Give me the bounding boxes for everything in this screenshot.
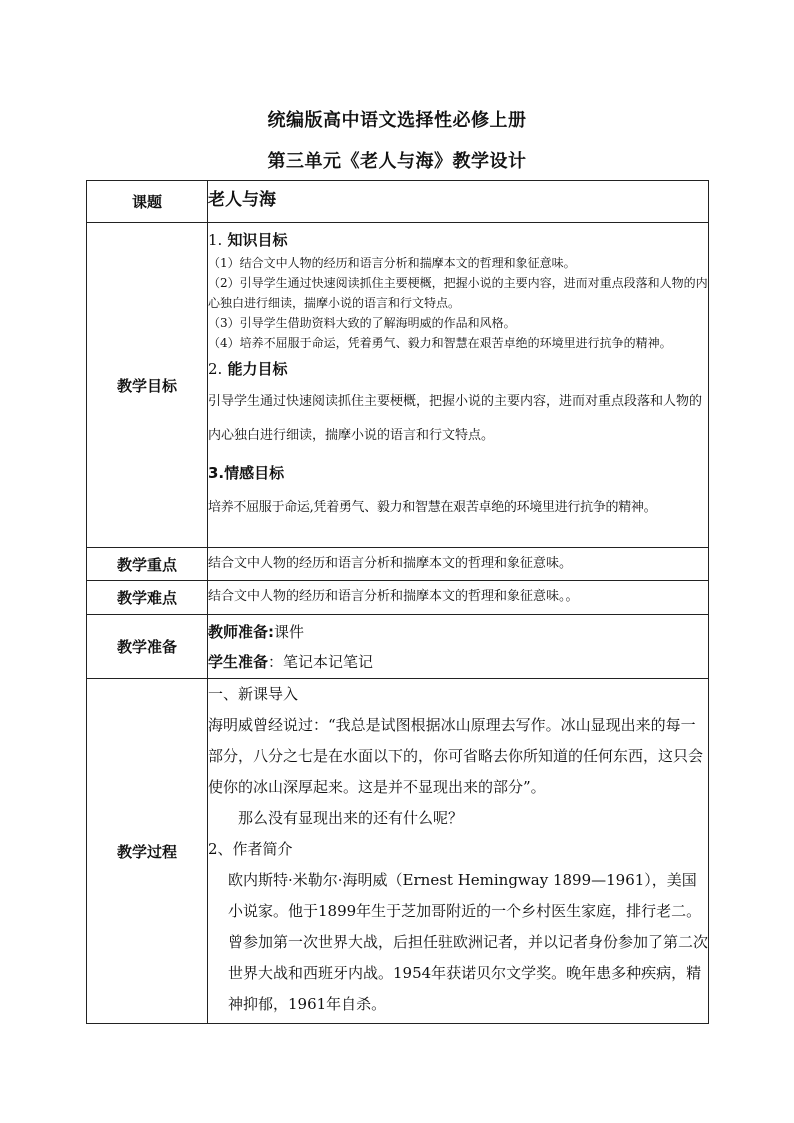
key-points-text: 结合文中人物的经历和语言分析和揣摩本文的哲理和象征意味。	[208, 556, 573, 571]
ability-heading: 2. 能力目标	[208, 360, 288, 378]
knowledge-heading: 1. 知识目标	[208, 231, 288, 249]
label-key-points: 教学重点	[87, 548, 208, 581]
teacher-prep: 教师准备:课件	[208, 623, 305, 641]
ability-text: 引导学生通过快速阅读抓住主要梗概，把握小说的主要内容，进而对重点段落和人物的内心独白进行细读，揣摩小说的语言和行文特点。	[208, 394, 703, 443]
label-objectives: 教学目标	[87, 223, 208, 548]
row-key-points	[87, 548, 709, 581]
document-subtitle: 第三单元《老人与海》教学设计	[267, 151, 527, 172]
row-difficulties	[87, 581, 709, 615]
label-difficulties: 教学难点	[87, 581, 208, 615]
row-objectives	[87, 223, 709, 548]
row-preparation	[87, 615, 709, 679]
label-preparation: 教学准备	[87, 615, 208, 679]
cell-difficulties	[208, 581, 709, 615]
section-author-title: 2、作者简介	[208, 840, 293, 858]
cell-topic	[208, 181, 709, 223]
section-intro-question: 那么没有显现出来的还有什么呢？	[238, 809, 464, 827]
knowledge-item: （4）培养不屈服于命运，凭着勇气、毅力和智慧在艰苦卓绝的环境里进行抗争的精神。	[208, 336, 672, 350]
student-prep: 学生准备：笔记本记笔记	[208, 653, 374, 671]
label-topic: 课题	[87, 181, 208, 223]
knowledge-item: （2）引导学生通过快速阅读抓住主要梗概，把握小说的主要内容，进而对重点段落和人物的内心独白进行细读，揣摩小说的语言和行文特点。	[208, 276, 708, 310]
section-author-paragraph: 欧内斯特·米勒尔·海明威（Ernest Hemingway 1899—1961），美国小说家。他于1899年生于芝加哥附近的一个乡村医生家庭，排行老二。曾参加第一次世界大战，后担任驻欧洲记者，并以记者身份参加了第二次世界大战和西班牙内战。1954年获诺贝尔文学奖。晚年患多种疾病，精神抑郁，1961年自杀。	[228, 871, 709, 1013]
document-title: 统编版高中语文选择性必修上册	[267, 110, 527, 131]
row-topic	[87, 181, 709, 223]
course-name: 老人与海	[208, 190, 276, 210]
lesson-plan-table	[86, 180, 709, 1024]
emotion-text: 培养不屈服于命运,凭着勇气、毅力和智慧在艰苦卓绝的环境里进行抗争的精神。	[208, 500, 657, 515]
cell-process	[208, 679, 709, 1024]
cell-preparation	[208, 615, 709, 679]
cell-objectives	[208, 223, 709, 548]
knowledge-item: （3）引导学生借助资料大致的了解海明威的作品和风格。	[208, 316, 516, 330]
emotion-heading: 3.情感目标	[208, 464, 285, 482]
cell-key-points	[208, 548, 709, 581]
section-intro-title: 一、新课导入	[208, 685, 299, 703]
row-process	[87, 679, 709, 1024]
section-intro-paragraph: 海明威曾经说过：“我总是试图根据冰山原理去写作。冰山显现出来的每一部分，八分之七是在水面以下的，你可省略去你所知道的任何东西，这只会使你的冰山深厚起来。这是并不显现出来的部分”。	[208, 716, 704, 796]
difficulties-text: 结合文中人物的经历和语言分析和揣摩本文的哲理和象征意味。。	[208, 589, 579, 604]
knowledge-item: （1）结合文中人物的经历和语言分析和揣摩本文的哲理和象征意味。	[208, 256, 576, 270]
label-process: 教学过程	[87, 679, 208, 1024]
